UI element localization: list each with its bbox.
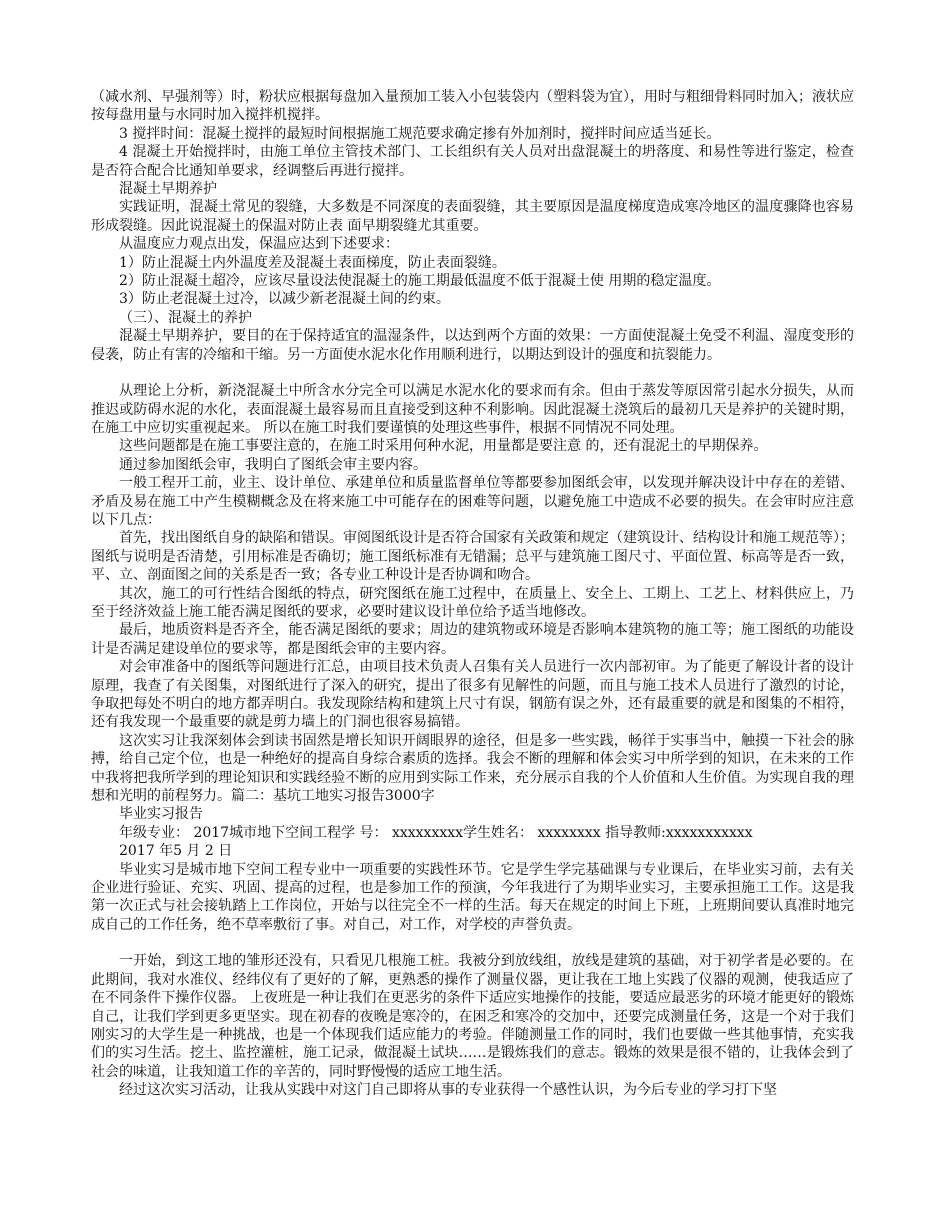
paragraph-theory: 从理论上分析，新浇混凝土中所含水分完全可以满足水泥水化的要求而有余。但由于蒸发等原因常引起水分损失，从而推迟或防碍水泥的水化，表面混凝土最容易而且直接受到这种不利影响。因此混凝土浇筑后的最初几天是养护的关键时期，在施工中应切实重视起来。 所以在施工时我们要谨慎的处理这些事件，根据不同情况不同处理。 bbox=[91, 383, 854, 436]
paragraph-internship-intro: 毕业实习是城市地下空间工程专业中一项重要的实践性环节。它是学生学完基础课与专业课后，在毕业实习前，去有关企业进行验证、充实、巩固、提高的过程，也是参加工作的预演，今年我进行了为期毕业实习，主要承担施工工作。这是我第一次正式与社会接轨踏上工作岗位，开始与以往完全不一样的生活。每天在规定的时间上下班，上班期间要认真准时地完成自己的工作任务，绝不草率敷衍了事。对自己，对工作，对学校的声誉负责。 bbox=[91, 861, 854, 933]
paragraph-mixing-start: 4 混凝土开始搅拌时，由施工单位主管技术部门、工长组织有关人员对出盘混凝土的坍落度、和易性等进行鉴定，检查是否符合配合比通知单要求，经调整后再进行搅拌。 bbox=[91, 144, 854, 179]
heading-curing: （三）、混凝土的养护 bbox=[119, 309, 252, 326]
paragraph-additive-note: （减水剂、早强剂等）时，粉状应根据每盘加入量预加工装入小包装袋内（塑料袋为宜），用时与粗细骨料同时加入；液状应按每盘用量与水同时加入搅拌机搅拌。 bbox=[91, 89, 854, 124]
report-title: 毕业实习报告 bbox=[119, 806, 203, 823]
paragraph-mixing-time: 3 搅拌时间：混凝土搅拌的最短时间根据施工规范要求确定掺有外加剂时，搅拌时间应适当延长。 bbox=[119, 125, 721, 142]
report-student-info: 年级专业： 2017城市地下空间工程学 号： xxxxxxxxx学生姓名： xxxxxxxx 指导教师:xxxxxxxxxxx bbox=[119, 824, 753, 841]
paragraph-third-point: 最后，地质资料是否齐全，能否满足图纸的要求；周边的建筑物或环境是否影响本建筑物的施工等；施工图纸的功能设计是否满足建设单位的要求等，都是图纸会审的主要内容。 bbox=[91, 622, 854, 657]
list-item-requirement-1: 1）防止混凝土内外温度差及混凝土表面梯度，防止表面裂缝。 bbox=[119, 254, 506, 271]
heading-early-curing: 混凝土早期养护 bbox=[119, 181, 217, 198]
blank-line bbox=[91, 934, 854, 952]
paragraph-curing-purpose: 混凝土早期养护，要目的在于保持适宜的温湿条件，以达到两个方面的效果：一方面使混凝土免受不利温、湿度变形的侵袭，防止有害的冷缩和干缩。另一方面使水泥水化作用顺利进行，以期达到设计的强度和抗裂能力。 bbox=[91, 328, 854, 363]
list-item-requirement-3: 3）防止老混凝土过冷，以减少新老混凝土间的约束。 bbox=[119, 291, 450, 308]
paragraph-temperature-stress: 从温度应力观点出发，保温应达到下述要求： bbox=[119, 236, 399, 253]
paragraph-drawing-review: 通过参加图纸会审，我明白了图纸会审主要内容。 bbox=[119, 456, 427, 473]
paragraph-site-work: 一开始，到这工地的雏形还没有，只看见几根施工桩。我被分到放线组，放线是建筑的基础，对于初学者是必要的。在此期间，我对水准仪、经纬仪有了更好的了解，更熟悉的操作了测量仪器，更让我在工地上实践了仪器的观测，使我适应了在不同条件下操作仪器。 上夜班是一种让我们在更恶劣的条件下适应实地操作的技能，要适应最恶劣的环境才能更好的锻炼自己，让我们学到更多更坚实。现在初春的夜晚是寒冷的，在困乏和寒冷的交加中，还要完成测量任务，这是一个对于我们刚实习的大学生是一种挑战，也是一个体现我们适应能力的考验。伴随测量工作的同时，我们也要做一些其他事情，充实我们的实习生活。挖土、监控灌桩，施工记录，做混凝土试块……是锻炼我们的意志。锻炼的效果是很不错的，让我体会到了社会的味道，让我知道工作的辛苦的，同时野慢慢的适应工地生活。 bbox=[91, 953, 854, 1080]
report-date: 2017 年5 月 2 日 bbox=[119, 843, 233, 860]
paragraph-reflection: 这次实习让我深刻体会到读书固然是增长知识开阔眼界的途径，但是多一些实践，畅徉于实事当中，触摸一下社会的脉搏，给自己定个位，也是一种绝好的提高自身综合素质的选择。我会不断的理解和体会实习中所学到的知识，在未来的工作中我将把我所学到的理论知识和实践经验不断的应用到实际工作来，充分展示自我的个人价值和人生价值。为实现自我的理想和光明的前程努力。篇二：基坑工地实习报告3000字 bbox=[91, 732, 854, 805]
paragraph-internal-review: 对会审准备中的图纸等问题进行汇总，由项目技术负责人召集有关人员进行一次内部初审。为了能更了解设计者的设计原理，我查了有关图集，对图纸进行了深入的研究，提出了很多有见解性的问题，而且与施工技术人员进行了激烈的讨论，争取把每处不明白的地方都弄明白。我发现除结构和建筑上尺寸有误，钢筋有误之外，还有最重要的就是和图集的不相符，还有我发现一个最重要的就是剪力墙上的门洞也很容易搞错。 bbox=[91, 659, 854, 731]
list-item-requirement-2: 2）防止混凝土超冷，应该尽量设法使混凝土的施工期最低温度不低于混凝土使 用期的稳定温度。 bbox=[119, 273, 721, 290]
paragraph-conclusion: 经过这次实习活动，让我从实践中对这门自己即将从事的专业获得一个感性认识，为今后专业的学习打下坚 bbox=[119, 1082, 777, 1099]
paragraph-second-point: 其次，施工的可行性结合图纸的特点，研究图纸在施工过程中，在质量上、安全上、工期上、工艺上、材料供应上，乃至于经济效益上施工能否满足图纸的要求，必要时建议设计单位给予适当地修改。 bbox=[91, 585, 854, 620]
paragraph-issues: 这些问题都是在施工事要注意的，在施工时采用何种水泥，用量都是要注意 的，还有混泥土的早期保养。 bbox=[119, 438, 768, 455]
paragraph-first-point: 首先，找出图纸自身的缺陷和错误。审阅图纸设计是否符合国家有关政策和规定（建筑设计、结构设计和施工规范等）；图纸与说明是否清楚，引用标准是否确切；施工图纸标准有无错漏；总平与建筑施工图尺寸、平面位置、标高等是否一致，平、立、剖面图之间的关系是否一致；各专业工种设计是否协调和吻合。 bbox=[91, 530, 854, 584]
blank-line bbox=[91, 364, 854, 382]
paragraph-review-participants: 一般工程开工前，业主、设计单位、承建单位和质量监督单位等都要参加图纸会审，以发现并解决设计中存在的差错、矛盾及易在施工中产生模糊概念及在将来施工中可能存在的困难等问题，以避免施工中造成不必要的损失。在会审时应注意以下几点： bbox=[91, 475, 854, 528]
paragraph-cracks: 实践证明，混凝土常见的裂缝，大多数是不同深度的表面裂缝，其主要原因是温度梯度造成寒冷地区的温度骤降也容易形成裂缝。因此说混凝土的保温对防止表 面早期裂缝尤其重要。 bbox=[91, 199, 854, 234]
